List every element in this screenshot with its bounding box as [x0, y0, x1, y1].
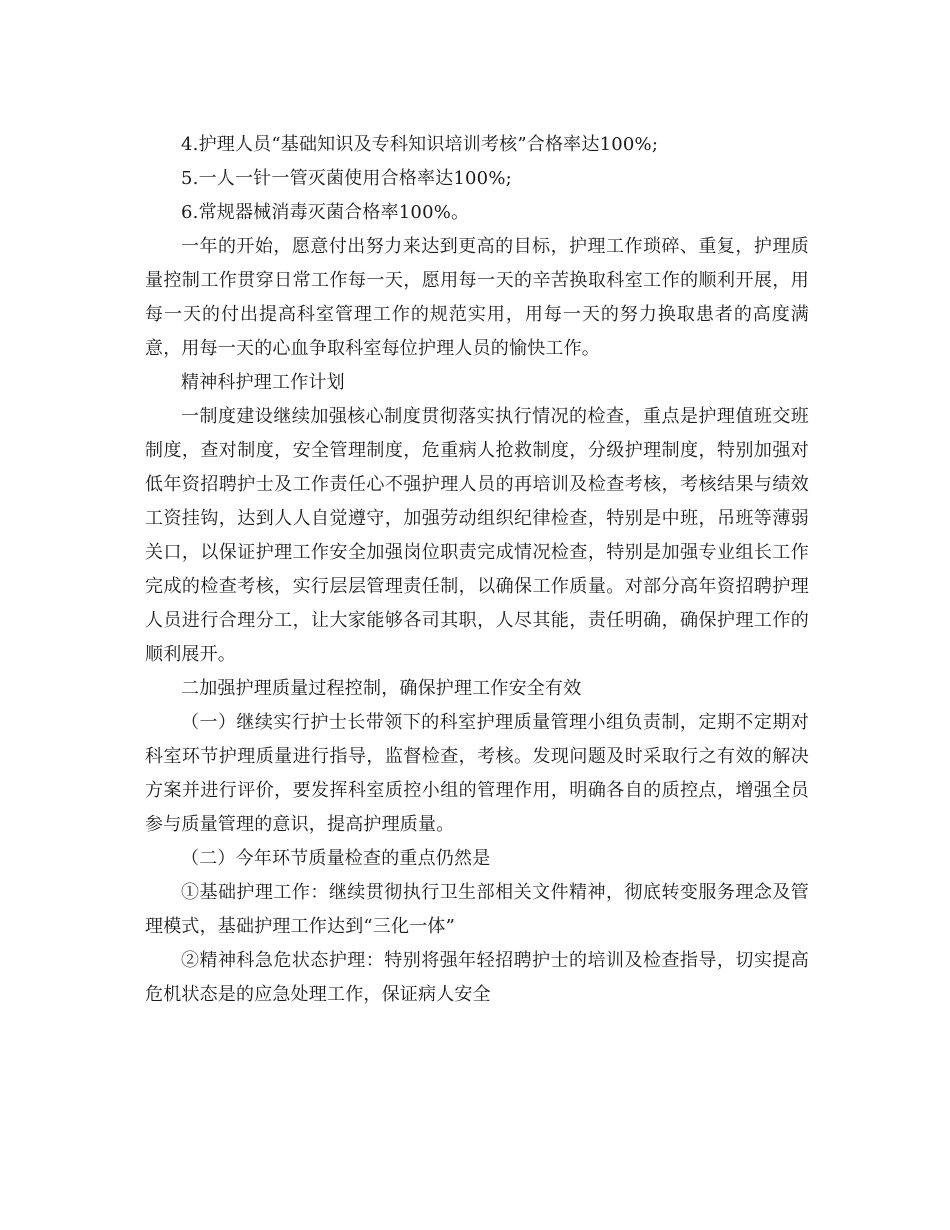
section-title-quality-control: 二加强护理质量过程控制，确保护理工作安全有效 [181, 678, 582, 699]
paragraph-crisis-nursing: ②精神科急危状态护理：特别将强年轻招聘护士的培训及检查指导，切实提高危机状态是的应急处理工作，保证病人安全 [145, 950, 809, 1005]
document-body [145, 128, 809, 1012]
paragraph-target-5: 5.一人一针一管灭菌使用合格率达100%; [181, 168, 512, 189]
paragraph-target-6: 6.常规器械消毒灭菌合格率100%。 [181, 202, 470, 223]
paragraph-system-building: 一制度建设继续加强核心制度贯彻落实执行情况的检查，重点是护理值班交班制度，查对制度，安全管理制度，危重病人抢救制度，分级护理制度，特别加强对低年资招聘护士及工作责任心不强护理人员的再培训及检查考核，考核结果与绩效工资挂钩，达到人人自觉遵守，加强劳动组织纪律检查，特别是中班，吊班等薄弱关口，以保证护理工作安全加强岗位职责完成情况检查，特别是加强专业组长工作完成的检查考核，实行层层管理责任制，以确保工作质量。对部分高年资招聘护理人员进行合理分工，让大家能够各司其职，人尽其能，责任明确，确保护理工作的顺利展开。 [145, 406, 809, 665]
paragraph-quality-group: （一）继续实行护士长带领下的科室护理质量管理小组负责制，定期不定期对科室环节护理质量进行指导，监督检查，考核。发现问题及时采取行之有效的解决方案并进行评价，要发挥科室质控小组的管理作用，明确各自的质控点，增强全员参与质量管理的意识，提高护理质量。 [145, 712, 809, 835]
paragraph-target-4: 4.护理人员“基础知识及专科知识培训考核”合格率达100%; [181, 134, 659, 155]
paragraph-summary: 一年的开始，愿意付出努力来达到更高的目标，护理工作琐碎、重复，护理质量控制工作贯穿日常工作每一天，愿用每一天的辛苦换取科室工作的顺利开展，用每一天的付出提高科室管理工作的规范实用，用每一天的努力换取患者的高度满意，用每一天的心血争取科室每位护理人员的愉快工作。 [145, 236, 809, 359]
section-title-plan: 精神科护理工作计划 [181, 372, 345, 393]
paragraph-basic-nursing: ①基础护理工作：继续贯彻执行卫生部相关文件精神，彻底转变服务理念及管理模式，基础护理工作达到“三化一体” [145, 882, 809, 937]
subsection-title-key-checks: （二）今年环节质量检查的重点仍然是 [181, 848, 491, 869]
